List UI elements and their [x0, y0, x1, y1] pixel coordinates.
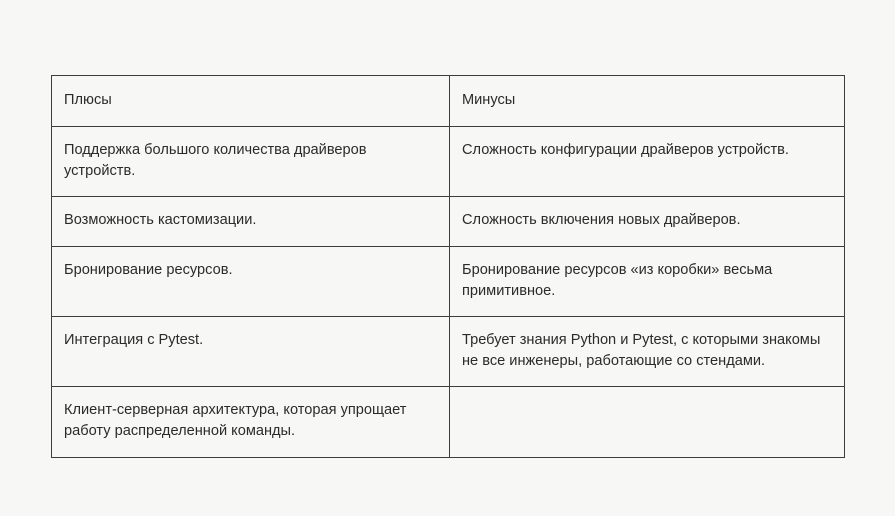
cell-text: Сложность конфигурации драйверов устройств.	[462, 142, 789, 159]
table-cell-pros	[52, 197, 450, 246]
cell-text: Клиент-серверная архитектура, которая упрощает работу распределенной команды.	[64, 402, 407, 440]
column-header-pros-label: Плюсы	[64, 92, 112, 108]
table-row	[52, 127, 845, 197]
table-cell-pros	[52, 316, 450, 386]
pros-cons-table	[51, 75, 845, 458]
cell-text: Требует знания Python и Pytest, с которыми знакомы не все инженеры, работающие со стендами.	[462, 331, 821, 370]
column-header-cons-label: Минусы	[462, 92, 516, 108]
cell-text: Бронирование ресурсов «из коробки» весьма примитивное.	[462, 261, 773, 299]
table-row	[52, 316, 845, 386]
table-cell-pros	[52, 387, 450, 457]
table-cell-cons	[450, 127, 845, 197]
cell-text: Возможность кастомизации.	[64, 212, 257, 229]
pros-cons-table-container	[51, 75, 844, 458]
table-row	[52, 246, 845, 316]
table-cell-pros	[52, 246, 450, 316]
cell-text: Интеграция с Pytest.	[64, 331, 204, 348]
table-row	[52, 387, 845, 457]
table-cell-cons	[450, 316, 845, 386]
column-header-pros	[52, 76, 450, 127]
cell-text: Сложность включения новых драйверов.	[462, 212, 741, 229]
column-header-cons	[450, 76, 845, 127]
table-row	[52, 197, 845, 246]
table-cell-cons-empty	[450, 387, 845, 457]
cell-text: Бронирование ресурсов.	[64, 261, 233, 278]
table-cell-cons	[450, 197, 845, 246]
table-body	[52, 127, 845, 457]
table-cell-cons	[450, 246, 845, 316]
cell-text: Поддержка большого количества драйверов устройств.	[64, 142, 367, 180]
table-header	[52, 76, 845, 127]
table-header-row	[52, 76, 845, 127]
table-cell-pros	[52, 127, 450, 197]
